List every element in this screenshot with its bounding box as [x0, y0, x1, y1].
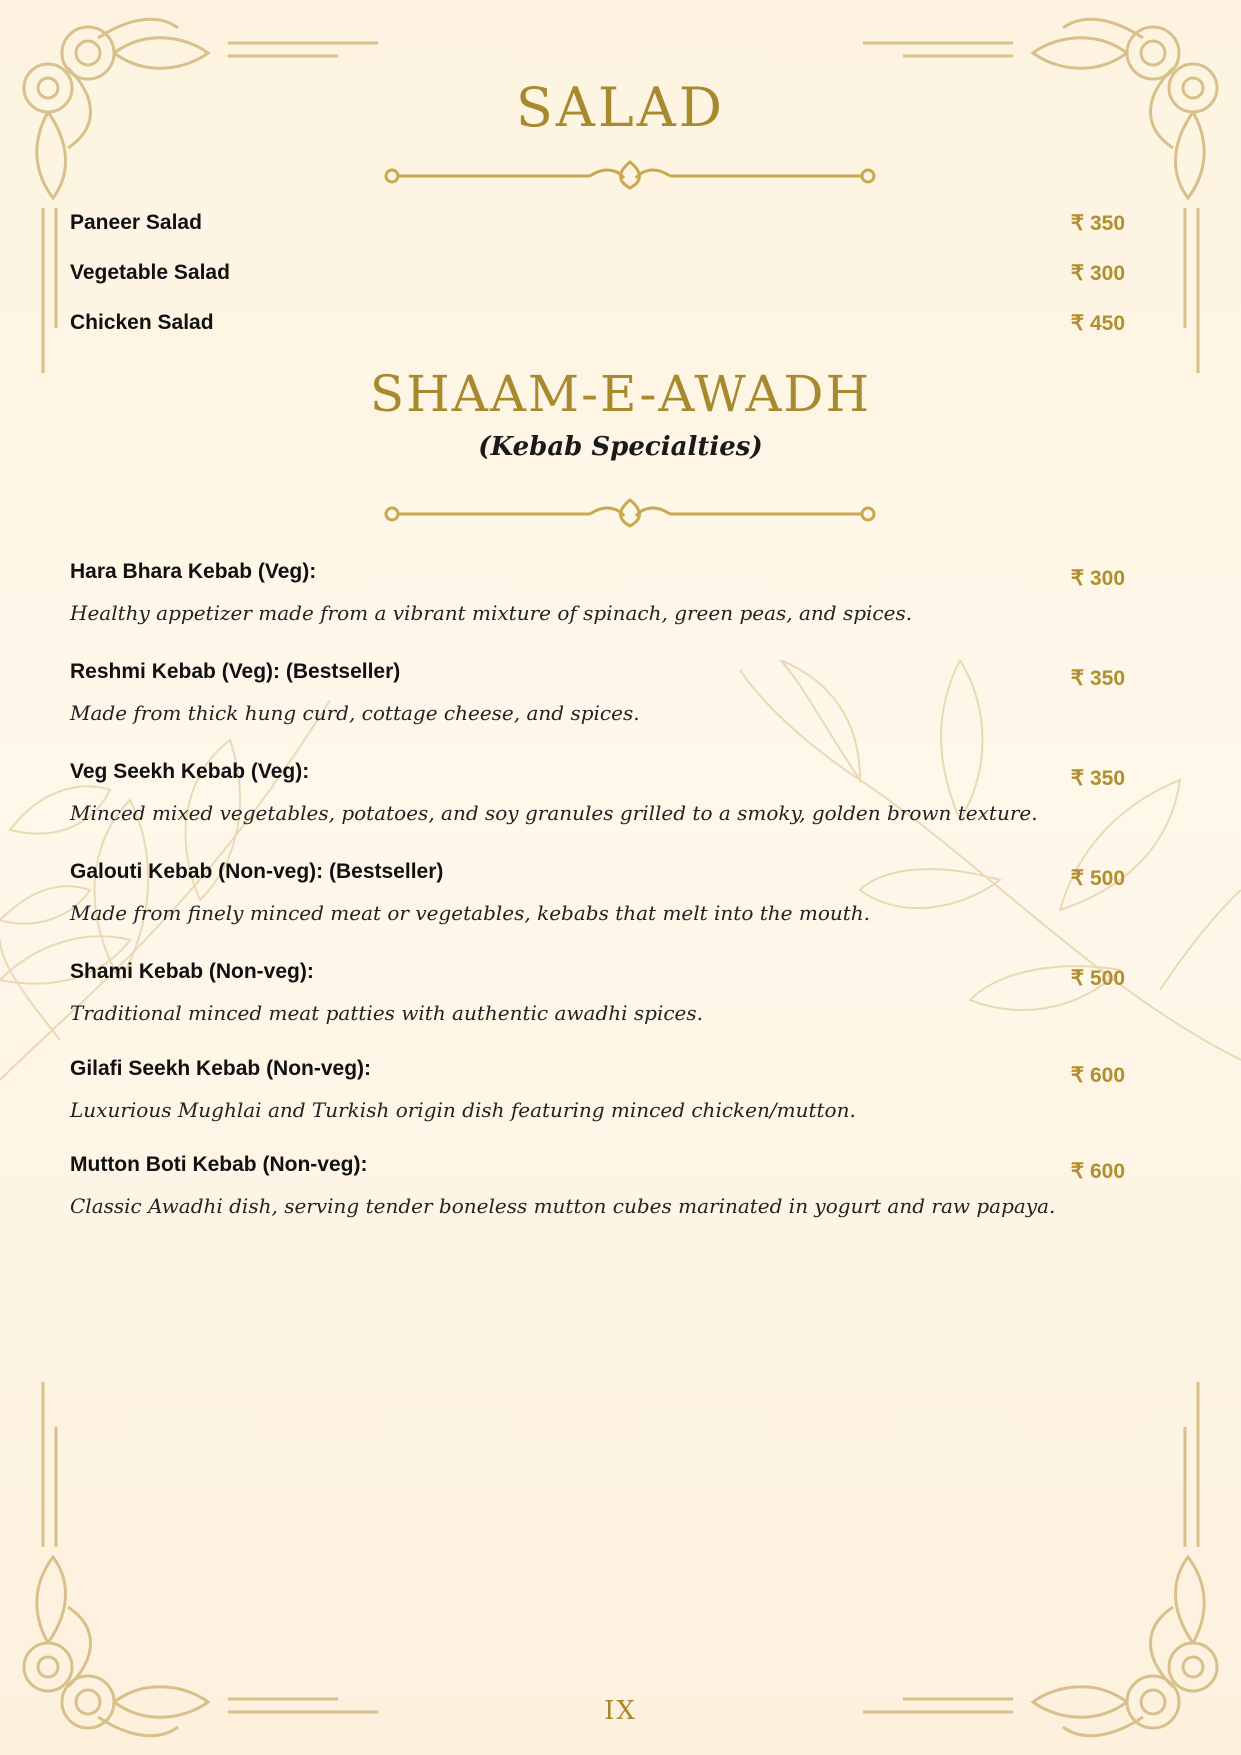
item-name: Gilafi Seekh Kebab (Non-veg): — [70, 1057, 372, 1080]
item-price: ₹ 600 — [1070, 1160, 1125, 1183]
item-description: Luxurious Mughlai and Turkish origin dish featuring minced chicken/mutton. — [70, 1098, 856, 1122]
kebab-section-title: SHAAM-E-AWADH — [369, 365, 872, 423]
item-description: Classic Awadhi dish, serving tender boneless mutton cubes marinated in yogurt and raw papaya. — [70, 1194, 1056, 1218]
item-price: ₹ 300 — [1070, 261, 1125, 285]
item-name: Vegetable Salad — [70, 261, 230, 284]
item-price: ₹ 600 — [1070, 1064, 1125, 1087]
item-name: Shami Kebab (Non-veg): — [70, 960, 314, 983]
corner-ornament-bottom-right — [853, 1377, 1233, 1747]
item-name: Reshmi Kebab (Veg): (Bestseller) — [70, 660, 401, 683]
item-price: ₹ 350 — [1070, 667, 1125, 690]
item-name: Mutton Boti Kebab (Non-veg): — [70, 1153, 368, 1176]
menu-item — [70, 257, 1125, 289]
item-name: Hara Bhara Kebab (Veg): — [70, 560, 317, 583]
corner-ornament-bottom-left — [8, 1377, 388, 1747]
item-description: Minced mixed vegetables, potatoes, and soy granules grilled to a smoky, golden brown texture. — [70, 801, 1038, 825]
item-description: Made from finely minced meat or vegetables, kebabs that melt into the mouth. — [70, 901, 871, 925]
menu-item — [70, 1057, 1125, 1127]
menu-item — [70, 860, 1125, 930]
menu-item — [70, 560, 1125, 630]
menu-item — [70, 760, 1125, 830]
item-name: Paneer Salad — [70, 211, 202, 234]
item-price: ₹ 300 — [1070, 567, 1125, 590]
page-number: IX — [604, 1696, 637, 1726]
item-name: Galouti Kebab (Non-veg): (Bestseller) — [70, 860, 444, 883]
item-description: Healthy appetizer made from a vibrant mixture of spinach, green peas, and spices. — [70, 601, 913, 625]
menu-item — [70, 207, 1125, 239]
item-description: Made from thick hung curd, cottage cheese, and spices. — [70, 701, 640, 725]
menu-item — [70, 1153, 1125, 1223]
menu-item — [70, 660, 1125, 730]
item-price: ₹ 450 — [1070, 311, 1125, 335]
salad-section-title: SALAD — [515, 76, 726, 139]
salad-divider — [380, 160, 880, 190]
menu-item — [70, 307, 1125, 339]
item-price: ₹ 350 — [1070, 767, 1125, 790]
item-price: ₹ 500 — [1070, 967, 1125, 990]
kebab-divider — [380, 498, 880, 528]
item-name: Veg Seekh Kebab (Veg): — [70, 760, 310, 783]
item-description: Traditional minced meat patties with authentic awadhi spices. — [70, 1001, 704, 1025]
item-price: ₹ 350 — [1070, 211, 1125, 235]
item-price: ₹ 500 — [1070, 867, 1125, 890]
kebab-section-subtitle: (Kebab Specialties) — [478, 432, 763, 462]
item-name: Chicken Salad — [70, 311, 214, 334]
menu-item — [70, 960, 1125, 1030]
decorative-leaves — [0, 660, 1241, 1220]
